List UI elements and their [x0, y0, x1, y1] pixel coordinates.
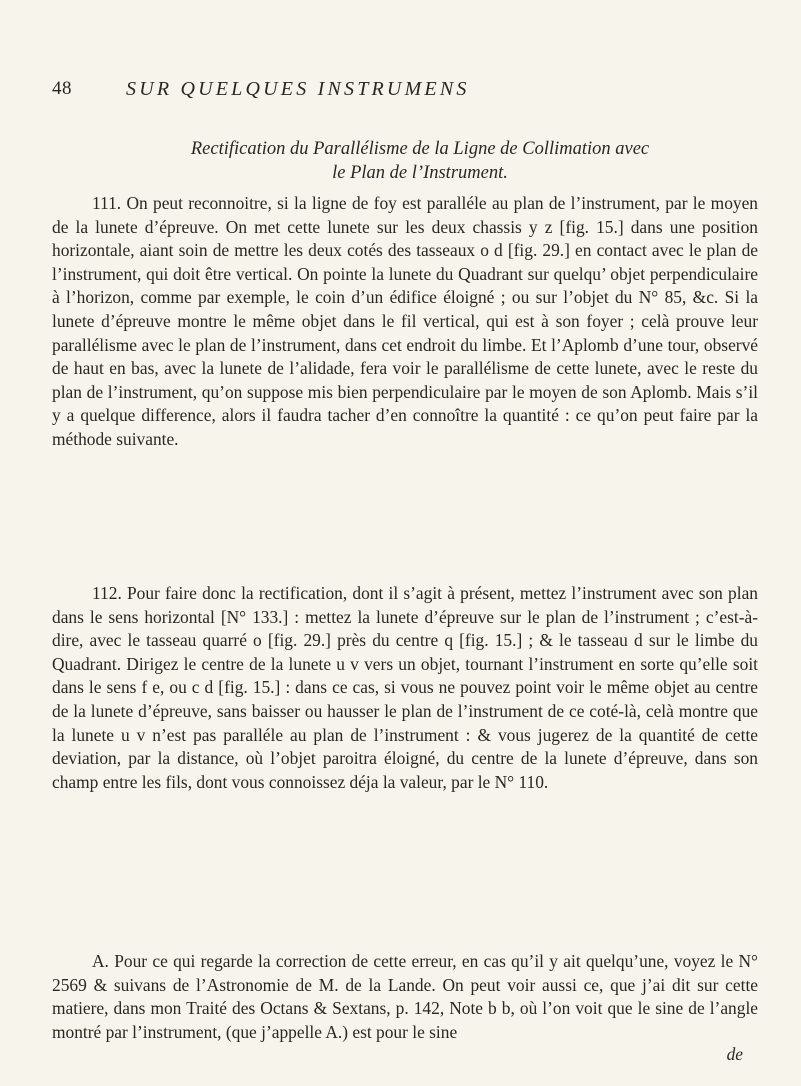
catchword: de — [726, 1044, 743, 1064]
page-header — [52, 78, 741, 112]
section-title-line-2: le Plan de l’Instrument. — [332, 163, 508, 183]
section-title — [140, 137, 700, 185]
page-number: 48 — [52, 78, 72, 99]
paragraph-note-a: A. Pour ce qui regarde la correction de cette erreur, en cas qu’il y ait quelqu’une, voyez le N° 2569 & suivans de l’Astronomie de M. de la Lande. On peut voir aussi ce, que j’ai dit sur cette matiere, dans mon Traité des Octans & Sextans, p. 142, Note b b, où l’on voit que le sine de l’angle montré par l’instrument, (que j’appelle A.) est pour le sine — [52, 951, 758, 1042]
paragraph-112: 112. Pour faire donc la rectification, dont il s’agit à présent, mettez l’instrument avec son plan dans le sens horizontal [N° 133.] : mettez la lunete d’épreuve sur le plan de l’instrument ; c’est-à-dire, avec le tasseau quarré o [fig. 29.] près du centre q [fig. 15.] ; & le tasseau d sur le limbe du Quadrant. Dirigez le centre de la lunete u v vers un objet, tournant l’instrument en sorte qu’elle soit dans le sens f e, ou c d [fig. 15.] : dans ce cas, si vous ne pouvez point voir le même objet au centre de la lunete d’épreuve, sans baisser ou hausser le plan de l’instrument de ce coté-là, celà montre que la lunete u v n’est pas paralléle au plan de l’instrument : & vous jugerez de la quantité de cette deviation, par la distance, où l’objet paroitra éloigné, du centre de la lunete d’épreuve, dans son champ entre les fils, dont vous connoissez déja la valeur, par le N° 110. — [52, 583, 758, 792]
paragraph-111: 111. On peut reconnoitre, si la ligne de foy est paralléle au plan de l’instrument, par le moyen de la lunete d’épreuve. On met cette lunete sur les deux chassis y z [fig. 15.] dans une position horizontale, aiant soin de mettre les deux cotés des tasseaux o d [fig. 29.] en contact avec le plan de l’instrument, qui doit être vertical. On pointe la lunete du Quadrant sur quelqu’ objet perpendiculaire à l’horizon, comme par exemple, le coin d’un édifice éloigné ; ou sur l’objet du N° 85, &c. Si la lunete d’épreuve montre le même objet dans le fil vertical, qui est à son foyer ; celà prouve leur parallélisme avec le plan de l’instrument, dans cet endroit du limbe. Et l’Aplomb d’une tour, observé de haut en bas, avec la lunete de l’alidade, fera voir le parallélisme de cette lunete, avec le reste du plan de l’instrument, qu’on suppose mis bien perpendiculaire par le moyen de son Aplomb. Mais s’il y a quelque difference, alors il faudra tacher d’en connoître la quantité : ce qu’on peut faire par la méthode suivante. — [52, 193, 758, 449]
section-title-line-1: Rectification du Parallélisme de la Ligne de Collimation avec — [190, 139, 650, 159]
running-title: SUR QUELQUES INSTRUMENS — [126, 78, 470, 100]
